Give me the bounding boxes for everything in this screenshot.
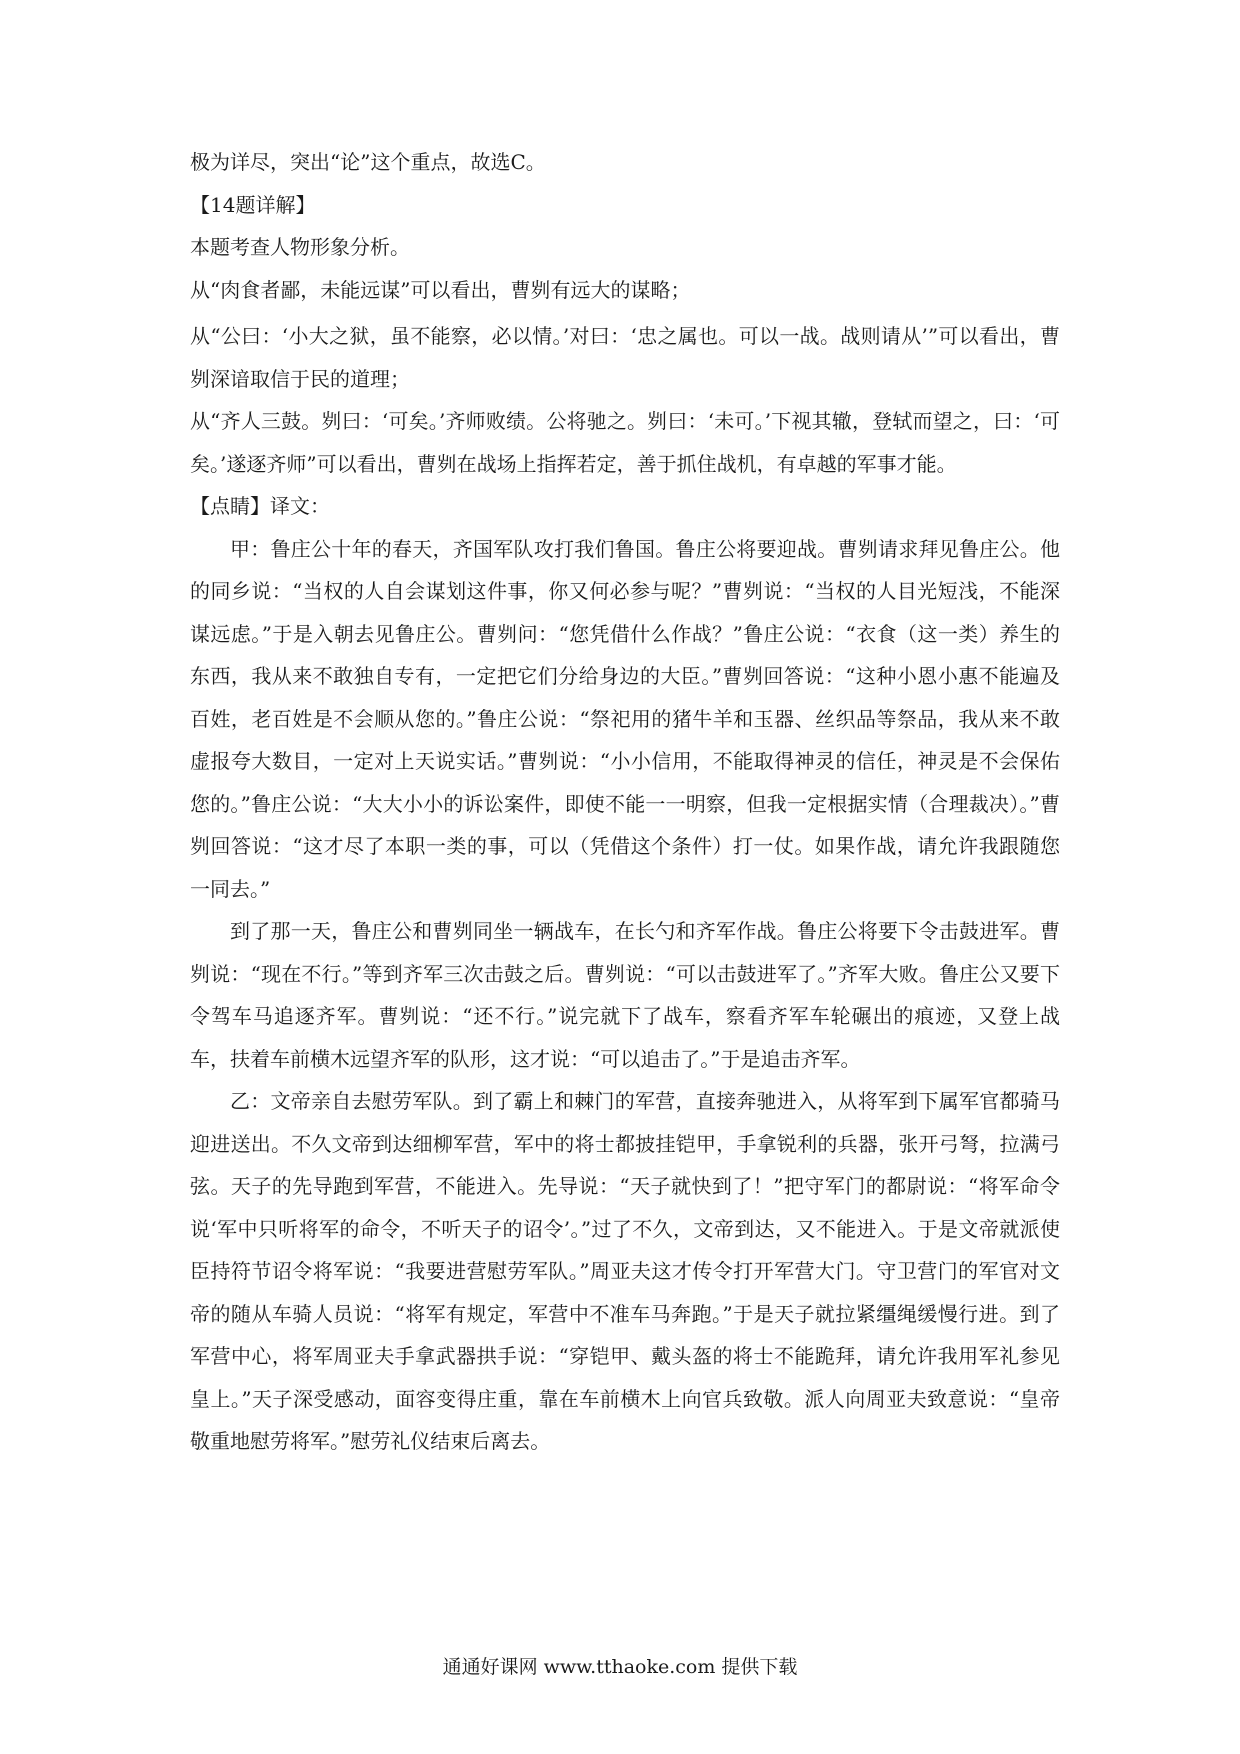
translation-jia-paragraph-2: 到了那一天，鲁庄公和曹刿同坐一辆战车，在长勺和齐军作战。鲁庄公将要下令击鼓进军。曹刿说：“现在不行。”等到齐军三次击鼓之后。曹刿说：“可以击鼓进军了。”齐军大败。鲁庄公又要下令驾车马追逐齐军。曹刿说：“还不行。”说完就下了战车，察看齐军车轮碾出的痕迹，又登上战车，扶着车前横木远望齐军的队形，这才说：“可以追击了。”于是追击齐军。 [190,919,1060,1071]
document-body [190,145,1060,1463]
translation-jia-paragraph-1: 甲：鲁庄公十年的春天，齐国军队攻打我们鲁国。鲁庄公将要迎战。曹刿请求拜见鲁庄公。他的同乡说：“当权的人自会谋划这件事，你又何必参与呢？”曹刿说：“当权的人目光短浅，不能深谋远虑。”于是入朝去见鲁庄公。曹刿问：“您凭借什么作战？”鲁庄公说：“衣食（这一类）养生的东西，我从来不敢独自专有，一定把它们分给身边的大臣。”曹刿回答说：“这种小恩小惠不能遍及百姓，老百姓是不会顺从您的。”鲁庄公说：“祭祀用的猪牛羊和玉器、丝织品等祭品，我从来不敢虚报夸大数目，一定对上天说实话。”曹刿说：“小小信用，不能取得神灵的信任，神灵是不会保佑您的。”鲁庄公说：“大大小小的诉讼案件，即使不能一一明察，但我一定根据实情（合理裁决）。”曹刿回答说：“这才尽了本职一类的事，可以（凭借这个条件）打一仗。如果作战，请允许我跟随您一同去。” [190,536,1060,901]
translation-yi-paragraph: 乙：文帝亲自去慰劳军队。到了霸上和棘门的军营，直接奔驰进入，从将军到下属军官都骑马迎进送出。不久文帝到达细柳军营，军中的将士都披挂铠甲，手拿锐利的兵器，张开弓弩，拉满弓弦。天子的先导跑到军营，不能进入。先导说：“天子就快到了！”把守军门的都尉说：“将军命令说‘军中只听将军的命令，不听天子的诏令’。”过了不久，文帝到达，又不能进入。于是文帝就派使臣持符节诏令将军说：“我要进营慰劳军队。”周亚夫这才传令打开军营大门。守卫营门的军官对文帝的随从车骑人员说：“将军有规定，军营中不准车马奔跑。”于是天子就拉紧缰绳缓慢行进。到了军营中心，将军周亚夫手拿武器拱手说：“穿铠甲、戴头盔的将士不能跪拜，请允许我用军礼参见皇上。”天子深受感动，面容变得庄重，靠在车前横木上向官兵致敬。派人向周亚夫致意说：“皇帝敬重地慰劳将军。”慰劳礼仪结束后离去。 [190,1089,1060,1453]
answer-explanation-end: 极为详尽，突出“论”这个重点，故选C。 [190,150,546,174]
question-14-intro: 本题考查人物形象分析。 [190,235,410,259]
question-14-point-3: 从“齐人三鼓。刿曰：‘可矣。’齐师败绩。公将驰之。刿曰：‘未可。’下视其辙，登轼而望之，曰：‘可矣。’遂逐齐师”可以看出，曹刿在战场上指挥若定，善于抓住战机，有卓越的军事才能。 [190,409,1060,476]
footer-download-credit: 通通好课网 www.tthaoke.com 提供下载 [442,1656,798,1678]
question-14-heading: 【14题详解】 [190,192,316,217]
question-14-point-1: 从“肉食者鄙，未能远谋”可以看出，曹刿有远大的谋略； [190,277,691,302]
dianjing-heading: 【点睛】译文： [190,494,330,518]
question-14-point-2: 从“公曰：‘小大之狱，虽不能察，必以情。’对曰：‘忠之属也。可以一战。战则请从’”可以看出，曹刿深谙取信于民的道理； [190,324,1060,391]
